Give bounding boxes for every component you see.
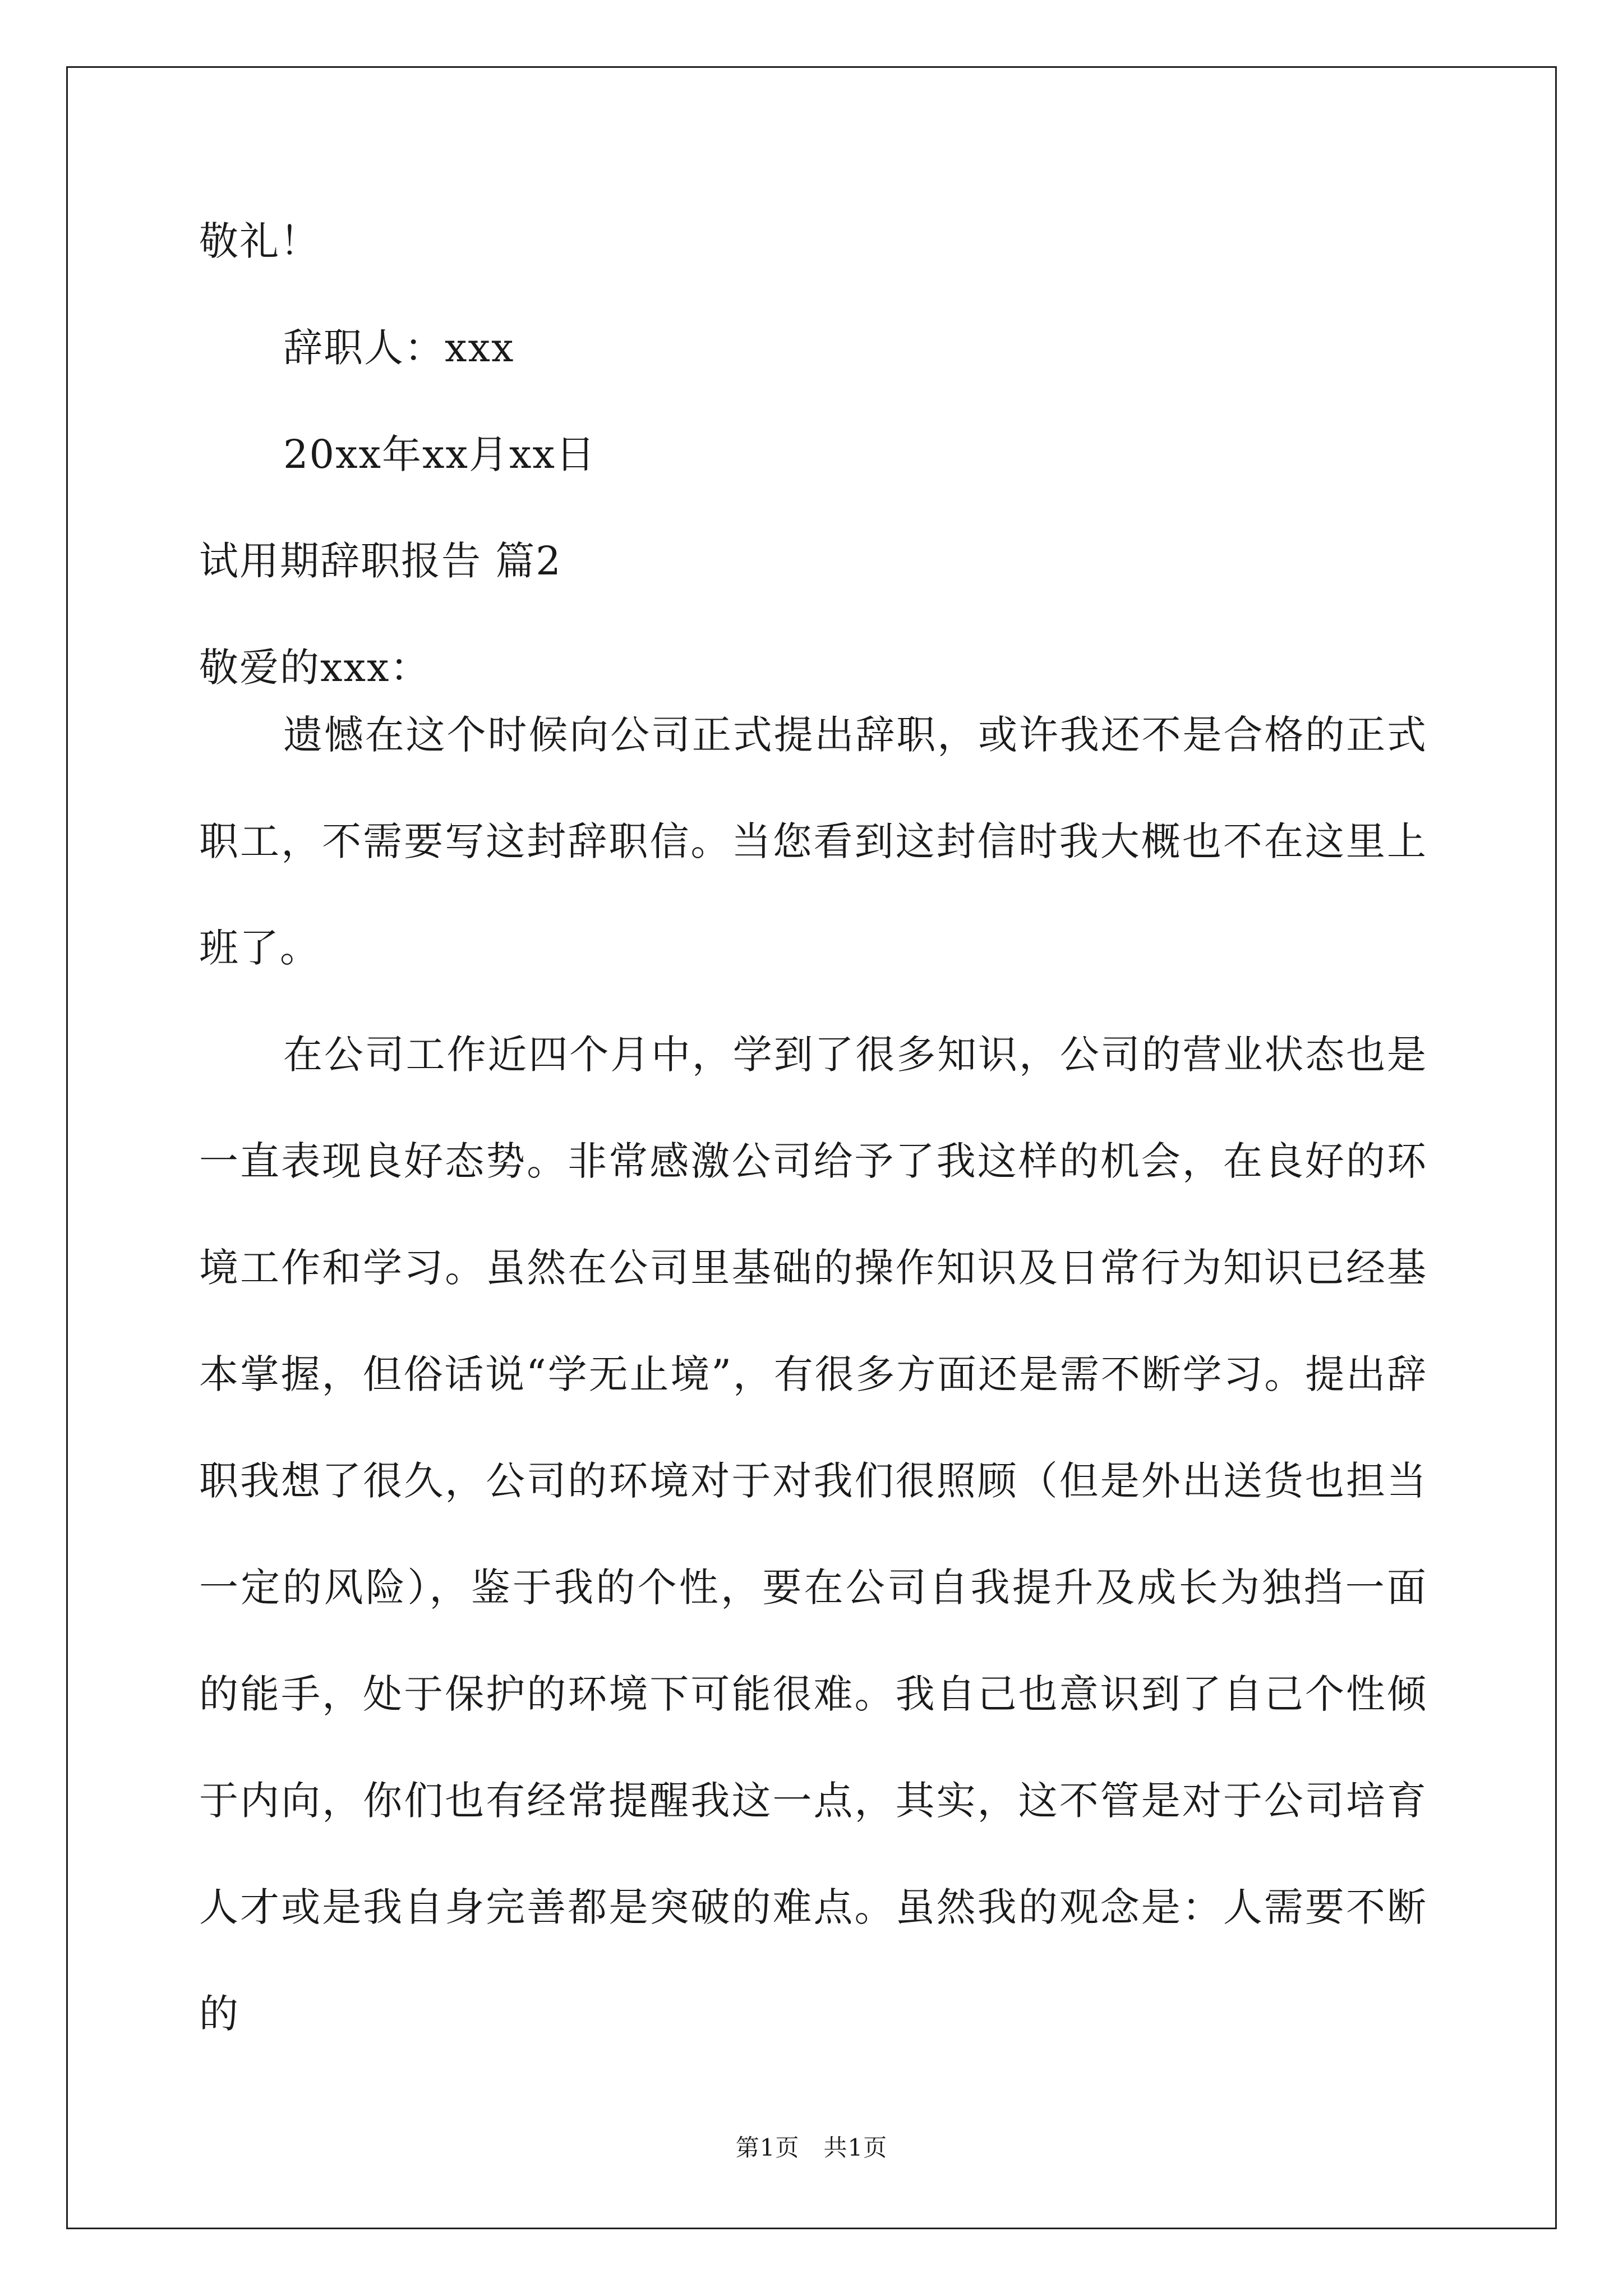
closing-line: 敬礼！ bbox=[199, 218, 320, 264]
section-title: 试用期辞职报告 篇2 bbox=[199, 538, 562, 584]
paragraph: 在公司工作近四个月中，学到了很多知识，公司的营业状态也是一直表现良好态势。非常感激公司给予了我这样的机会，在良好的环境工作和学习。虽然在公司里基础的操作知识及日常行为知识已经基本掌握，但俗话说“学无止境”，有很多方面还是需不断学习。提出辞职我想了很久，公司的环境对于对我们很照顾（但是外出送货也担当一定的风险），鉴于我的个性，要在公司自我提升及成长为独挡一面的能手，处于保护的环境下可能很难。我自己也意识到了自己个性倾于内向，你们也有经常提醒我这一点，其实，这不管是对于公司培育人才或是我自身完善都是突破的难点。虽然我的观念是：人需要不断的 bbox=[199, 1032, 1427, 2037]
salutation: 敬爱的xxx： bbox=[199, 645, 431, 691]
paragraph: 遗憾在这个时候向公司正式提出辞职，或许我还不是合格的正式职工，不需要写这封辞职信。当您看到这封信时我大概也不在这里上班了。 bbox=[199, 712, 1427, 971]
date-line: 20xx年xx月xx日 bbox=[283, 431, 596, 477]
page-footer: 第1页 共1页 bbox=[735, 2134, 888, 2161]
body-paragraphs bbox=[199, 682, 1427, 2067]
signature-line: 辞职人：xxx bbox=[283, 325, 515, 371]
